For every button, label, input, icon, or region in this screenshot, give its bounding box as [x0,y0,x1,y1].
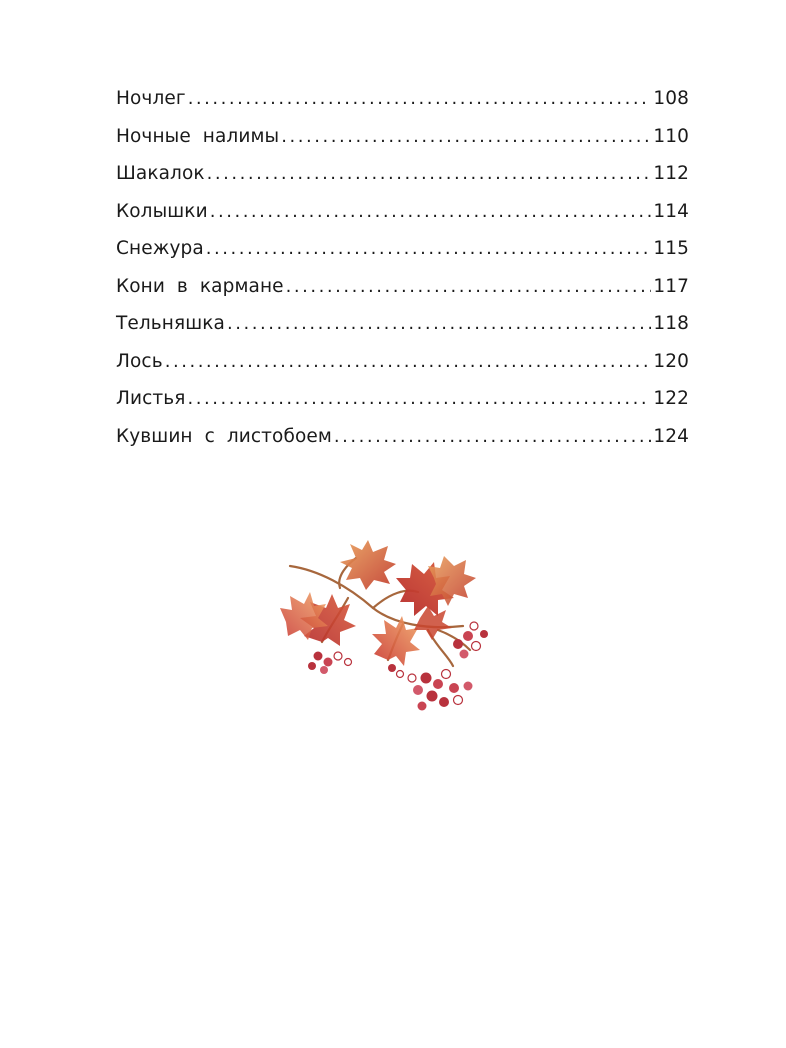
toc-entry[interactable] [116,230,689,268]
toc-entry-page: 117 [653,275,689,297]
toc-entry-page: 114 [653,200,689,222]
toc-entry[interactable] [116,193,689,231]
toc-entry[interactable] [116,418,689,456]
toc-dot-leader [207,155,652,193]
toc-entry-page: 110 [653,125,689,147]
toc-entry-title: Шакалок [116,163,205,184]
toc-entry-title: Лось [116,350,163,372]
toc-entry-page: 120 [653,350,689,372]
toc-entry-title: Ночные налимы [116,125,280,147]
toc-entry[interactable] [116,80,689,118]
toc-entry[interactable] [116,268,689,306]
toc-entry[interactable] [116,305,689,343]
toc-dot-leader [210,193,652,231]
toc-entry[interactable] [116,155,689,193]
toc-entry[interactable] [116,118,689,156]
toc-entry-title: Листья [116,388,186,409]
toc-dot-leader [334,418,651,456]
toc-entry-title: Колышки [116,200,208,222]
table-of-contents [116,80,689,455]
toc-entry-title: Кони в кармане [116,275,284,297]
toc-entry[interactable] [116,380,689,418]
toc-dot-leader [281,118,651,156]
toc-entry-title: Кувшин с листобоем [116,425,332,447]
toc-entry[interactable] [116,343,689,381]
toc-entry-page: 118 [653,313,689,334]
viburnum-branch-icon [278,538,508,716]
toc-entry-page: 112 [653,163,689,184]
toc-entry-page: 122 [653,388,689,409]
toc-dot-leader [188,380,652,418]
toc-entry-title: Снежура [116,238,204,259]
toc-entry-page: 108 [653,88,689,109]
toc-dot-leader [227,305,651,343]
toc-dot-leader [165,343,652,381]
toc-entry-page: 115 [653,238,689,259]
toc-entry-title: Ночлег [116,88,186,109]
toc-entry-page: 124 [653,425,689,447]
toc-dot-leader [286,268,652,306]
toc-dot-leader [188,80,652,118]
toc-dot-leader [206,230,652,268]
toc-entry-title: Тельняшка [116,313,225,334]
